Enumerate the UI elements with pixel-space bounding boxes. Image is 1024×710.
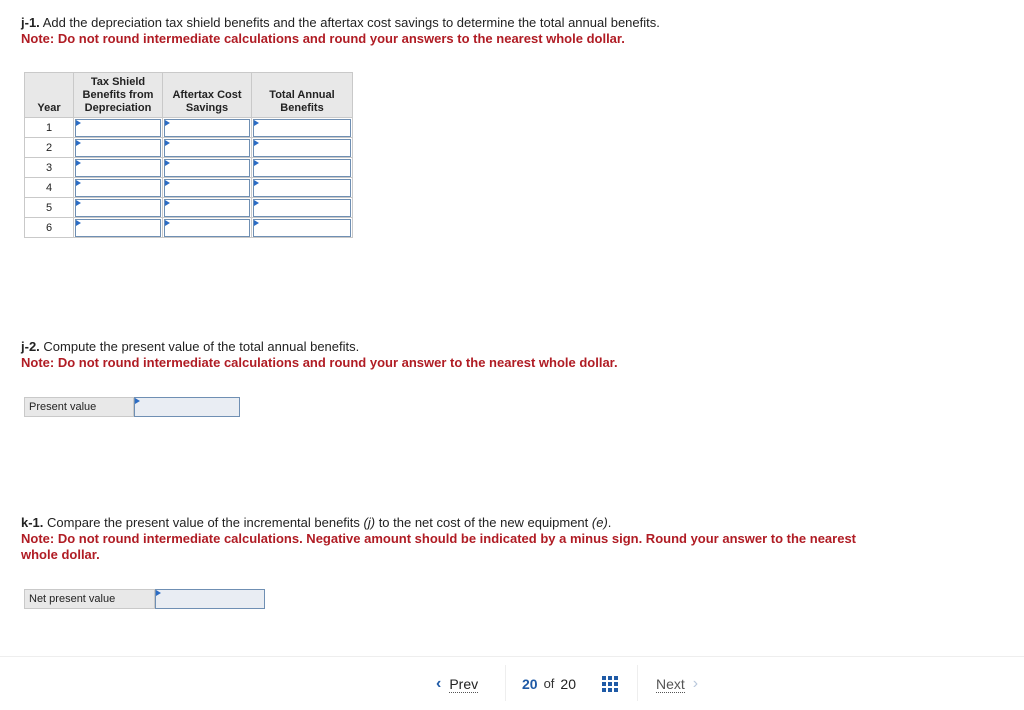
tax-shield-input[interactable] — [75, 179, 161, 197]
question-j2 — [21, 339, 618, 371]
table-row — [25, 158, 353, 178]
tax-shield-cell — [74, 218, 163, 238]
present-value-label: Present value — [24, 397, 134, 417]
prev-button[interactable] — [436, 675, 478, 693]
tax-shield-cell — [74, 178, 163, 198]
total-benefits-input[interactable] — [253, 199, 351, 217]
nav-separator — [637, 665, 638, 701]
question-j1 — [21, 15, 660, 47]
table-row — [25, 178, 353, 198]
question-navigation — [0, 675, 1024, 695]
aftertax-savings-input[interactable] — [164, 139, 250, 157]
question-j1-lead: j-1. — [21, 15, 40, 30]
year-cell: 6 — [25, 218, 74, 238]
input-flag-icon — [135, 398, 140, 404]
input-flag-icon — [165, 160, 170, 166]
input-flag-icon — [254, 160, 259, 166]
header-tax-shield: Tax Shield Benefits from Depreciation — [74, 73, 163, 118]
aftertax-savings-input[interactable] — [164, 179, 250, 197]
page-indicator — [522, 675, 576, 693]
question-k1 — [21, 515, 861, 563]
question-j2-text — [21, 339, 618, 355]
input-flag-icon — [254, 220, 259, 226]
input-flag-icon — [156, 590, 161, 596]
question-k1-text — [21, 515, 861, 531]
chevron-right-icon: › — [692, 675, 699, 692]
question-j1-note: Note: Do not round intermediate calculations and round your answers to the nearest whole dollar. — [21, 31, 625, 46]
question-j2-lead: j-2. — [21, 339, 40, 354]
chevron-left-icon: ‹ — [436, 675, 442, 692]
aftertax-savings-input[interactable] — [164, 119, 250, 137]
input-flag-icon — [165, 140, 170, 146]
tax-shield-cell — [74, 138, 163, 158]
year-cell: 5 — [25, 198, 74, 218]
aftertax-savings-cell — [163, 118, 252, 138]
tax-shield-input[interactable] — [75, 119, 161, 137]
tax-shield-cell — [74, 118, 163, 138]
aftertax-savings-cell — [163, 138, 252, 158]
input-flag-icon — [76, 160, 81, 166]
tax-shield-cell — [74, 158, 163, 178]
tax-shield-cell — [74, 198, 163, 218]
aftertax-savings-cell — [163, 158, 252, 178]
total-pages: 20 — [560, 676, 576, 692]
present-value-row — [24, 397, 240, 417]
current-page: 20 — [522, 676, 538, 692]
question-k1-ref-j: (j) — [363, 515, 376, 530]
question-k1-note: Note: Do not round intermediate calculations. Negative amount should be indicated by a minus sign. Round your answer to the nearest whole dollar. — [21, 531, 857, 562]
input-flag-icon — [254, 140, 259, 146]
aftertax-savings-cell — [163, 198, 252, 218]
input-flag-icon — [165, 220, 170, 226]
total-benefits-cell — [252, 138, 353, 158]
aftertax-savings-input[interactable] — [164, 219, 250, 237]
prev-label: Prev — [449, 675, 479, 692]
table-row — [25, 118, 353, 138]
grid-icon[interactable] — [602, 676, 618, 692]
next-label: Next — [656, 675, 685, 692]
input-flag-icon — [165, 120, 170, 126]
input-flag-icon — [76, 180, 81, 186]
year-cell: 3 — [25, 158, 74, 178]
aftertax-savings-cell — [163, 178, 252, 198]
input-flag-icon — [254, 180, 259, 186]
input-flag-icon — [165, 200, 170, 206]
input-flag-icon — [254, 120, 259, 126]
question-k1-lead: k-1. — [21, 515, 44, 530]
aftertax-savings-cell — [163, 218, 252, 238]
footer-divider — [0, 656, 1024, 657]
question-k1-body-b: to the net cost of the new equipment — [375, 515, 592, 530]
question-j2-note: Note: Do not round intermediate calculations and round your answer to the nearest whole dollar. — [21, 355, 618, 370]
table-header-row — [25, 73, 353, 118]
next-button[interactable] — [656, 675, 698, 693]
present-value-input[interactable] — [134, 397, 240, 417]
table-body — [25, 118, 353, 238]
question-k1-body-c: . — [607, 515, 612, 530]
total-benefits-cell — [252, 178, 353, 198]
table-row — [25, 218, 353, 238]
question-j2-body: Compute the present value of the total annual benefits. — [39, 339, 360, 354]
annual-benefits-table — [24, 72, 353, 238]
input-flag-icon — [76, 140, 81, 146]
tax-shield-input[interactable] — [75, 219, 161, 237]
total-benefits-input[interactable] — [253, 119, 351, 137]
total-benefits-cell — [252, 118, 353, 138]
net-present-value-input[interactable] — [155, 589, 265, 609]
net-present-value-label: Net present value — [24, 589, 155, 609]
nav-separator — [505, 665, 506, 701]
year-cell: 1 — [25, 118, 74, 138]
question-j1-text — [21, 15, 660, 31]
total-benefits-input[interactable] — [253, 179, 351, 197]
net-present-value-row — [24, 589, 265, 609]
input-flag-icon — [254, 200, 259, 206]
question-k1-ref-e: (e) — [591, 515, 608, 530]
total-benefits-input[interactable] — [253, 159, 351, 177]
input-flag-icon — [76, 220, 81, 226]
question-k1-body-a: Compare the present value of the incremental benefits — [43, 515, 364, 530]
tax-shield-input[interactable] — [75, 199, 161, 217]
tax-shield-input[interactable] — [75, 159, 161, 177]
header-total-benefits: Total Annual Benefits — [252, 73, 353, 118]
total-benefits-input[interactable] — [253, 219, 351, 237]
table-row — [25, 198, 353, 218]
total-benefits-input[interactable] — [253, 139, 351, 157]
input-flag-icon — [165, 180, 170, 186]
header-year: Year — [25, 73, 74, 118]
tax-shield-input[interactable] — [75, 139, 161, 157]
page-of: of — [543, 676, 555, 691]
header-aftertax-savings: Aftertax Cost Savings — [163, 73, 252, 118]
total-benefits-cell — [252, 218, 353, 238]
input-flag-icon — [76, 120, 81, 126]
table-row — [25, 138, 353, 158]
aftertax-savings-input[interactable] — [164, 159, 250, 177]
year-cell: 2 — [25, 138, 74, 158]
total-benefits-cell — [252, 198, 353, 218]
input-flag-icon — [76, 200, 81, 206]
question-j1-body: Add the depreciation tax shield benefits and the aftertax cost savings to determine the total annual benefits. — [39, 15, 660, 30]
aftertax-savings-input[interactable] — [164, 199, 250, 217]
year-cell: 4 — [25, 178, 74, 198]
total-benefits-cell — [252, 158, 353, 178]
